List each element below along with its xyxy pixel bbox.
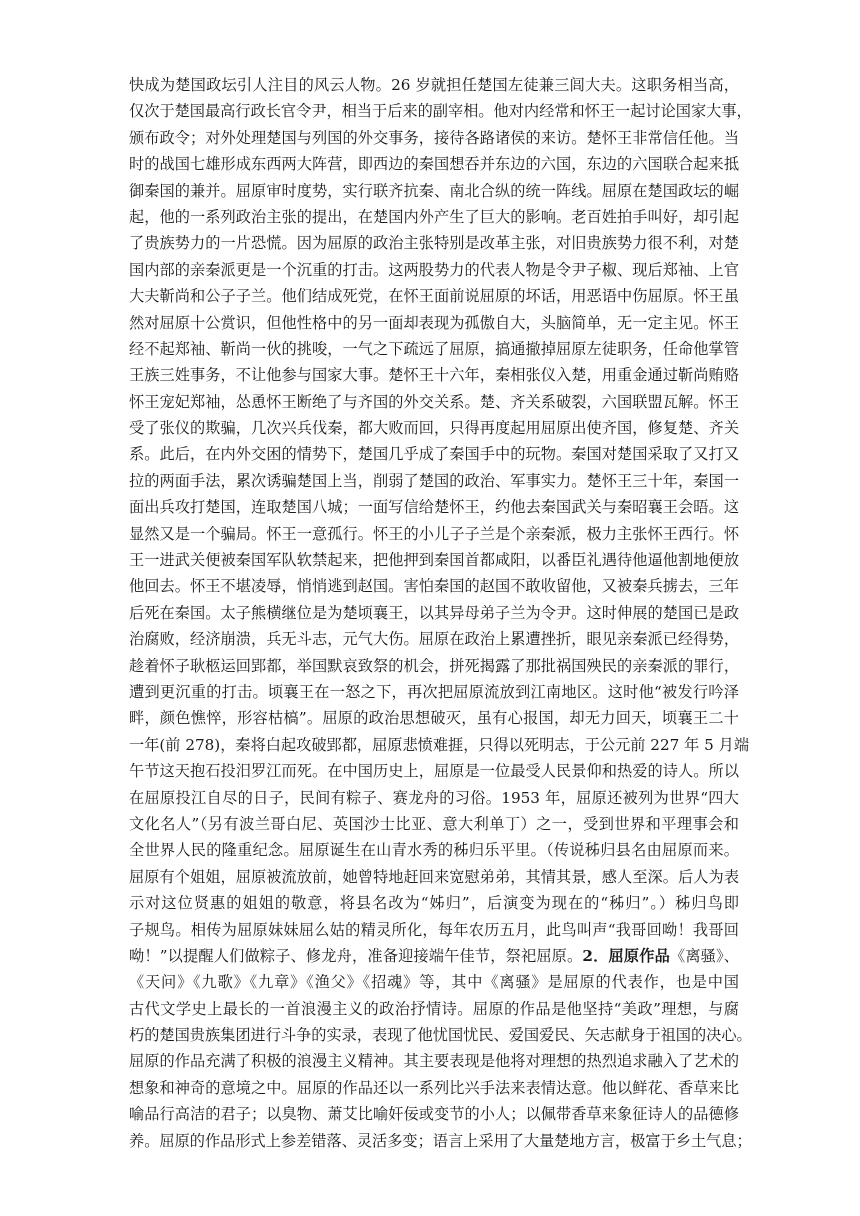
- text-line: 遭到更沉重的打击。顷襄王在一怒之下，再次把屈原流放到江南地区。这时他“被发行吟泽: [129, 682, 739, 701]
- text-segment: 《离骚》、: [669, 946, 739, 965]
- text-line: 起，他的一系列政治主张的提出，在楚国内外产生了巨大的影响。老百姓拍手叫好，却引起: [129, 207, 739, 226]
- text-line: 颁布政令；对外处理楚国与列国的外交事务，接待各路诸侯的来访。楚怀王非常信任他。当: [129, 128, 739, 147]
- text-line: 快成为楚国政坛引人注目的风云人物。26 岁就担任楚国左徒兼三闾大夫。这职务相当高，: [129, 76, 739, 94]
- text-line: 系。此后，在内外交困的情势下，楚国几乎成了秦国手中的玩物。秦国对楚国采取了又打又: [129, 445, 739, 464]
- text-line: 示对这位贤惠的姐姐的敬意，将县名改为“姊归”，后演变为现在的“秭归”。）秭归鸟即: [129, 894, 739, 913]
- text-line: 全世界人民的隆重纪念。屈原诞生在山青水秀的秭归乐平里。（传说秭归县名由屈原而来。: [129, 841, 739, 860]
- text-line: 受了张仪的欺骗，几次兴兵伐秦，都大败而回，只得再度起用屈原出使齐国，修复楚、齐关: [129, 419, 739, 438]
- document-body: [129, 72, 752, 1154]
- text-line: 拉的两面手法，累次诱骗楚国上当，削弱了楚国的政治、军事实力。楚怀王三十年，秦国一: [129, 471, 739, 490]
- text-line: 治腐败，经济崩溃，兵无斗志，元气大伤。屈原在政治上累遭挫折，眼见亲秦派已经得势，: [129, 630, 739, 649]
- text-line: 《天问》《九歌》《九章》《渔父》《招魂》等，其中《离骚》是屈原的代表作，也是中国: [129, 973, 739, 992]
- text-line: 畔，颜色憔悴，形容枯槁”。屈原的政治思想破灭，虽有心报国，却无力回天，顷襄王二十: [129, 709, 739, 728]
- text-line: 王族三姓事务，不让他参与国家大事。楚怀王十六年，秦相张仪入楚，用重金通过靳尚贿赂: [129, 366, 739, 385]
- text-line: 喻品行高洁的君子；以臭物、萧艾比喻奸佞或变节的小人；以佩带香草来象征诗人的品德修: [129, 1105, 739, 1124]
- text-line: 时的战国七雄形成东西两大阵营，即西边的秦国想吞并东边的六国，东边的六国联合起来抵: [129, 155, 739, 174]
- text-line: 屈原有个姐姐，屈原被流放前，她曾特地赶回来宽慰弟弟，其情其景，感人至深。后人为表: [129, 867, 739, 886]
- text-line-with-heading: [129, 943, 739, 969]
- text-line: 朽的楚国贵族集团进行斗争的实录，表现了他忧国忧民、爱国爱民、矢志献身于祖国的决心。: [129, 1026, 752, 1045]
- text-line: 怀王宠妃郑袖，怂恿怀王断绝了与齐国的外交关系。楚、齐关系破裂，六国联盟瓦解。怀王: [129, 392, 739, 411]
- text-line: 文化名人”（另有波兰哥白尼、英国沙士比亚、意大利单丁）之一，受到世界和平理事会和: [129, 814, 739, 833]
- text-line: 想象和神奇的意境之中。屈原的作品还以一系列比兴手法来表情达意。他以鲜花、香草来比: [129, 1078, 739, 1097]
- text-line: 了贵族势力的一片恐慌。因为屈原的政治主张特别是改革主张，对旧贵族势力很不利，对楚: [129, 234, 739, 253]
- text-line: 国内部的亲秦派更是一个沉重的打击。这两股势力的代表人物是令尹子椒、现后郑袖、上官: [129, 260, 739, 279]
- text-line: 午节这天抱石投汨罗江而死。在中国历史上，屈原是一位最受人民景仰和热爱的诗人。所以: [129, 762, 739, 781]
- text-line: 养。屈原的作品形式上参差错落、灵活多变；语言上采用了大量楚地方言，极富于乡土气息；: [129, 1131, 752, 1150]
- text-segment: 呦！”以提醒人们做粽子、修龙舟，准备迎接端午佳节，祭祀屈原。: [129, 946, 583, 965]
- section-heading-inline: 2．屈原作品: [582, 946, 670, 965]
- text-line: 古代文学史上最长的一首浪漫主义的政治抒情诗。屈原的作品是他坚持“美政”理想，与腐: [129, 999, 739, 1018]
- text-line: 一年(前 278)，秦将白起攻破郢都，屈原悲愤难捱，只得以死明志，于公元前 227 年 5 月端: [129, 735, 750, 754]
- text-line: 在屈原投江自尽的日子，民间有粽子、赛龙舟的习俗。1953 年，屈原还被列为世界“四大: [129, 788, 739, 807]
- text-line: 仅次于楚国最高行政长官令尹，相当于后来的副宰相。他对内经常和怀王一起讨论国家大事，: [129, 102, 752, 121]
- text-line: 大夫靳尚和公子子兰。他们结成死党，在怀王面前说屈原的坏话，用恶语中伤屈原。怀王虽: [129, 287, 739, 306]
- text-line: 然对屈原十公赏识，但他性格中的另一面却表现为孤傲自大，头脑简单，无一定主见。怀王: [129, 313, 739, 332]
- text-line: 经不起郑袖、靳尚一伙的挑唆，一气之下疏远了屈原，搞通撤掉屈原左徒职务，任命他掌管: [129, 339, 739, 358]
- text-line: 他回去。怀王不堪凌辱，悄悄逃到赵国。害怕秦国的赵国不敢收留他，又被秦兵掳去，三年: [129, 577, 739, 596]
- text-line: 面出兵攻打楚国，连取楚国八城；一面写信给楚怀王，约他去秦国武关与秦昭襄王会晤。这: [129, 498, 739, 517]
- text-line: 趁着怀子耿柩运回郢都，举国默哀致祭的机会，拼死揭露了那批祸国殃民的亲秦派的罪行，: [129, 656, 739, 675]
- text-line: 御秦国的兼并。屈原审时度势，实行联齐抗秦、南北合纵的统一阵线。屈原在楚国政坛的崛: [129, 181, 739, 200]
- text-line: 显然又是一个骗局。怀王一意孤行。怀王的小儿子子兰是个亲秦派，极力主张怀王西行。怀: [129, 524, 739, 543]
- text-line: 王一进武关便被秦国军队软禁起来，把他押到秦国首都咸阳，以番臣礼遇待他逼他割地便放: [129, 551, 739, 570]
- text-line: 屈原的作品充满了积极的浪漫主义精神。其主要表现是他将对理想的热烈追求融入了艺术的: [129, 1052, 739, 1071]
- text-line: 子规鸟。相传为屈原妹妹屈么姑的精灵所化，每年农历五月，此鸟叫声“我哥回呦！我哥回: [129, 920, 739, 939]
- text-line: 后死在秦国。太子熊横继位是为楚顷襄王，以其异母弟子兰为令尹。这时伸展的楚国已是政: [129, 603, 739, 622]
